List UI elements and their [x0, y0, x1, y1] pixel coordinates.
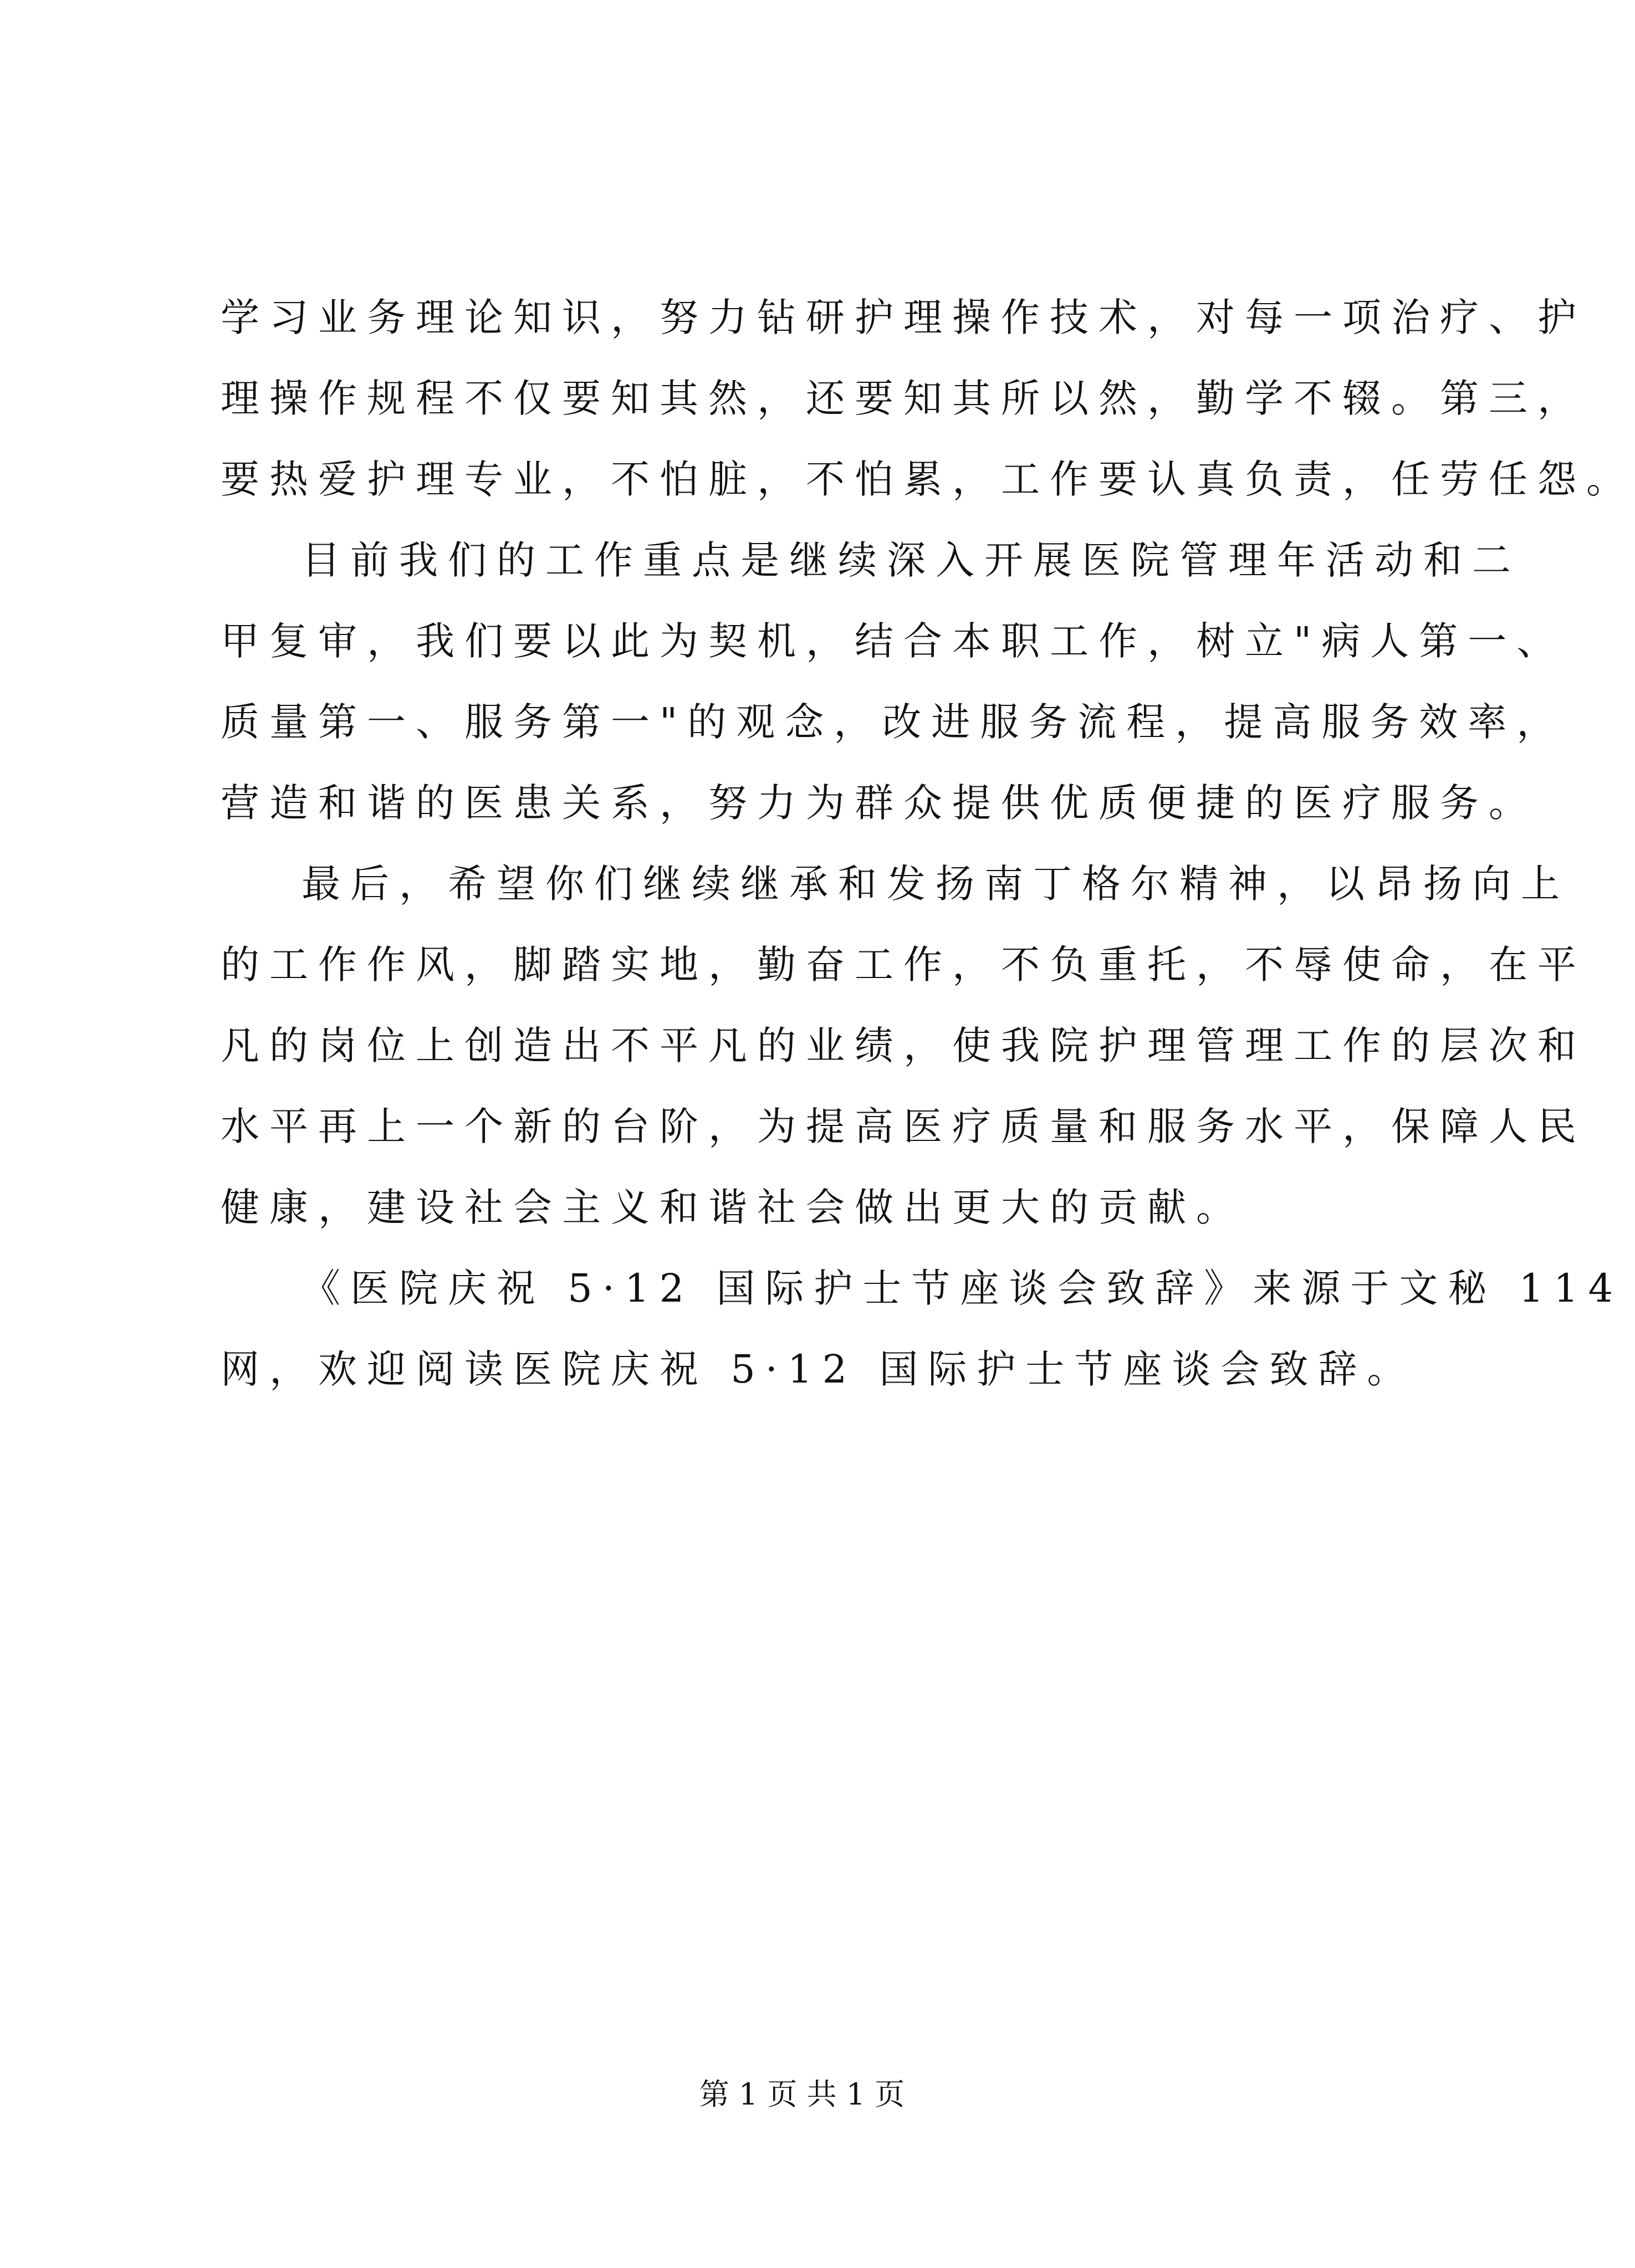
text-line: 健康，建设社会主义和谐社会做出更大的贡献。 — [221, 1185, 1245, 1230]
text-line: 目前我们的工作重点是继续深入开展医院管理年活动和二 — [302, 537, 1521, 583]
text-line: 的工作作风，脚踏实地，勤奋工作，不负重托，不辱使命，在平 — [221, 942, 1586, 987]
text-line: 《医院庆祝 5·12 国际护士节座谈会致辞》来源于文秘 114 — [302, 1266, 1623, 1311]
text-line: 甲复审，我们要以此为契机，结合本职工作，树立"病人第一、 — [221, 618, 1566, 664]
paragraph-source-note — [221, 1248, 1623, 1410]
text-line: 凡的岗位上创造出不平凡的业绩，使我院护理管理工作的层次和 — [221, 1023, 1586, 1068]
text-line: 学习业务理论知识，努力钻研护理操作技术，对每一项治疗、护 — [221, 295, 1586, 340]
text-line: 理操作规程不仅要知其然，还要知其所以然，勤学不辍。第三， — [221, 376, 1586, 421]
text-line: 水平再上一个新的台阶，为提高医疗质量和服务水平，保障人民 — [221, 1104, 1586, 1149]
paragraph-study-duty — [221, 277, 1635, 520]
document-body — [221, 277, 1635, 1410]
text-line: 质量第一、服务第一"的观念，改进服务流程，提高服务效率， — [221, 699, 1566, 745]
text-line: 营造和谐的医患关系，努力为群众提供优质便捷的医疗服务。 — [221, 780, 1537, 826]
text-line: 最后，希望你们继续继承和发扬南丁格尔精神，以昂扬向上 — [302, 861, 1570, 907]
paragraph-work-focus — [221, 520, 1566, 843]
text-line: 要热爱护理专业，不怕脏，不怕累，工作要认真负责，任劳任怨。 — [221, 457, 1635, 502]
paragraph-closing-hope — [221, 843, 1586, 1248]
text-line: 网，欢迎阅读医院庆祝 5·12 国际护士节座谈会致辞。 — [221, 1347, 1416, 1392]
page-number-footer: 第 1 页 共 1 页 — [699, 2077, 905, 2112]
